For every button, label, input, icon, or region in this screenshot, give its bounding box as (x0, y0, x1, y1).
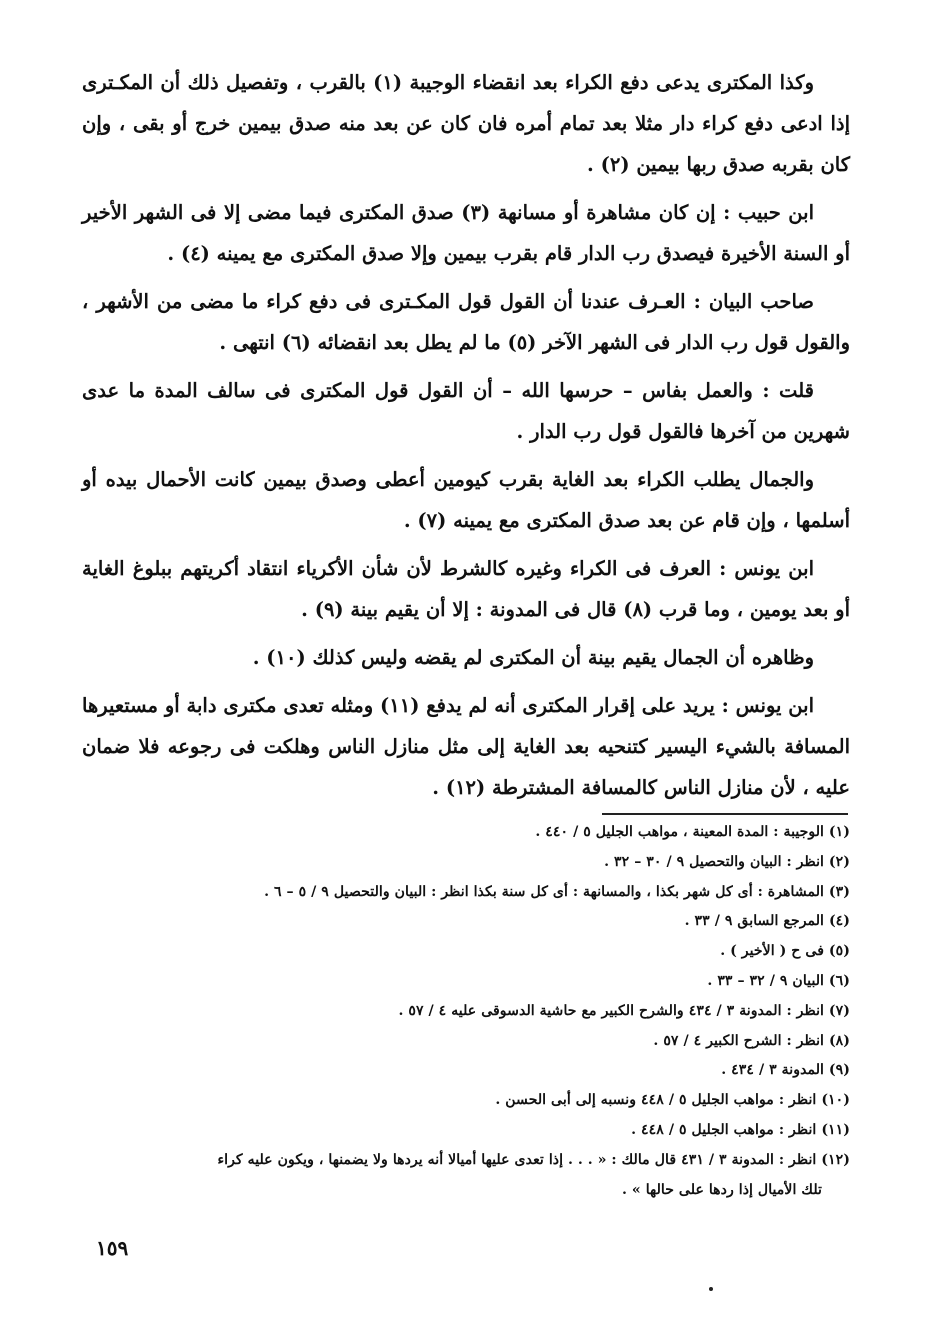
footnote: (٨) انظر : الشرح الكبير ٤ / ٥٧ . (653, 1032, 850, 1049)
paragraph: قلت : والعمل بفاس – حرسها الله – أن القول قول المكترى فى سالف المدة ما عدى شهرين من آخرها فالقول قول رب الدار . (82, 379, 850, 443)
footnote-text: (١٢) انظر : المدونة ٣ / ٤٣١ قال مالك : « . . . إذا تعدى عليها أميالا أنه يردها ولا يضمنها ، ويكون عليه كراء (217, 1151, 850, 1168)
paragraph: ابن حبيب : إن كان مشاهرة أو مسانهة (٣) صدق المكترى فيما مضى إلا فى الشهر الأخير أو السنة الأخيرة فيصدق رب الدار قام بقرب بيمين وإلا صدق المكترى مع يمينه (٤) . (82, 201, 850, 265)
footnote: (٥) فى ح ( الأخير ) . (720, 943, 850, 960)
footnote: (٩) المدونة ٣ / ٤٣٤ . (721, 1062, 850, 1079)
footnote (70, 1146, 850, 1206)
footnote: (٣) المشاهرة : أى كل شهر بكذا ، والمسانهة : أى كل سنة بكذا انظر : البيان والتحصيل ٩ / ٥ – ٦ . (264, 883, 850, 900)
footnote: (١٠) انظر : مواهب الجليل ٥ / ٤٤٨ ونسبه إلى أبى الحسن . (495, 1092, 850, 1109)
footnote: (٦) البيان ٩ / ٣٢ – ٣٣ . (707, 972, 850, 989)
footnote: (١١) انظر : مواهب الجليل ٥ / ٤٤٨ . (631, 1121, 850, 1138)
footnote-divider (602, 813, 848, 815)
paragraph: وكذا المكترى يدعى دفع الكراء بعد انقضاء الوجيبة (١) بالقرب ، وتفصيل ذلك أن المكـترى إذا ادعى دفع كراء دار مثلا بعد تمام أمره فان كان عن بعد منه صدق بيمين خرج أو بقى ، وإن كان بقربه صدق ربها بيمين (٢) . (82, 71, 850, 176)
scan-speck (709, 1287, 713, 1291)
main-text (82, 62, 850, 815)
footnote: (٤) المرجع السابق ٩ / ٣٣ . (684, 913, 850, 930)
paragraph: ابن يونس : العرف فى الكراء وغيره كالشرط لأن شأن الأكرياء انتقاد أكريتهم ببلوغ الغاية أو بعد يومين ، وما قرب (٨) قال فى المدونة : إلا أن يقيم بينة (٩) . (82, 557, 850, 621)
footnote-continuation: تلك الأميال إذا ردها على حالها » . (622, 1181, 822, 1198)
footnote: (١) الوجيبة : المدة المعينة ، مواهب الجليل ٥ / ٤٤٠ . (535, 824, 850, 840)
paragraph: ابن يونس : يريد على إقرار المكترى أنه لم يدفع (١١) ومثله تعدى مكترى دابة أو مستعيرها المسافة بالشيء اليسير كتنحيه بعد الغاية إلى مثل منازل الناس وهلكت فى رجوعه فلا ضمان عليه ، لأن منازل الناس كالمسافة المشترطة (١٢) . (82, 694, 850, 799)
paragraph: والجمال يطلب الكراء بعد الغاية بقرب كيومين أعطى وصدق بيمين كانت الأحمال بيده أو أسلمها ، وإن قام عن بعد صدق المكترى مع يمينه (٧) . (82, 468, 850, 532)
footnote: (٢) انظر : البيان والتحصيل ٩ / ٣٠ – ٣٢ . (604, 853, 850, 870)
paragraph: صاحب البيان : العـرف عندنا أن القول قول المكـترى فى دفع كراء ما مضى من الأشهر ، والقول قول رب الدار فى الشهر الآخر (٥) ما لم يطل بعد انقضائه (٦) انتهى . (82, 290, 850, 354)
footnote: (٧) انظر : المدونة ٣ / ٤٣٤ والشرح الكبير مع حاشية الدسوقى عليه ٤ / ٥٧ . (398, 1002, 850, 1019)
page-number: ١٥٩ (96, 1236, 129, 1260)
paragraph: وظاهره أن الجمال يقيم بينة أن المكترى لم يقضه وليس كذلك (١٠) . (252, 646, 814, 669)
footnotes (70, 818, 850, 1205)
